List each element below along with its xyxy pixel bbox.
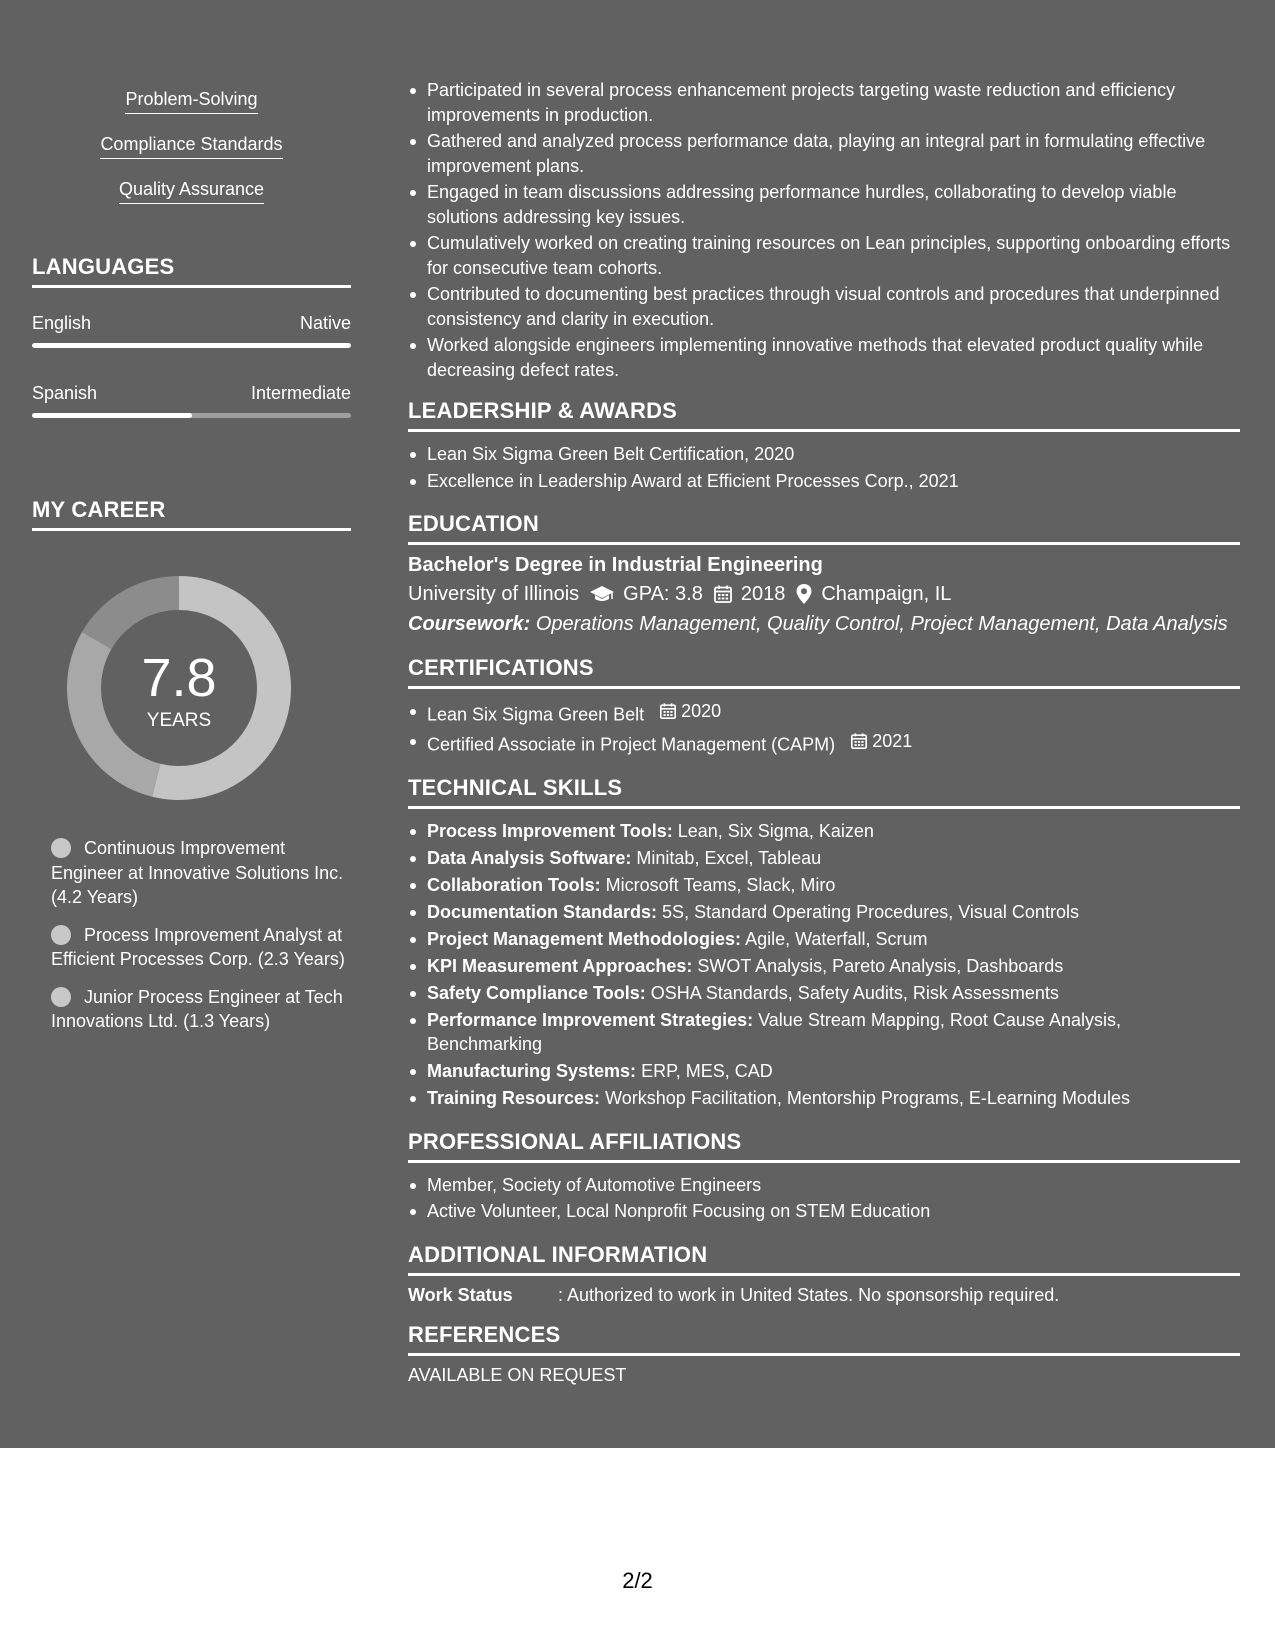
education-heading: EDUCATION	[408, 511, 1240, 545]
language-row	[32, 381, 351, 418]
technical-skill-label: KPI Measurement Approaches:	[427, 955, 693, 976]
career-list	[51, 836, 351, 1047]
language-proficiency-bar	[32, 343, 351, 348]
career-heading: MY CAREER	[32, 497, 351, 531]
career-legend-dot	[51, 925, 71, 945]
technical-skill-item	[408, 954, 1240, 979]
certifications-section	[408, 655, 1240, 757]
skill-item	[32, 131, 351, 159]
technical-skill-label: Training Resources:	[427, 1088, 601, 1108]
affiliation-item: Active Volunteer, Local Nonprofit Focusing on STEM Education	[408, 1199, 1240, 1224]
technical-skill-label: Project Management Methodologies:	[427, 928, 742, 949]
experience-bullet: Participated in several process enhancement projects targeting waste reduction and efficiency improvements in production.	[408, 78, 1240, 127]
additional-info-section	[408, 1242, 1240, 1308]
references-text: AVAILABLE ON REQUEST	[408, 1364, 627, 1385]
leadership-heading: LEADERSHIP & AWARDS	[408, 398, 1240, 432]
career-item-text: Process Improvement Analyst at Efficient Processes Corp. (2.3 Years)	[51, 924, 345, 969]
coursework-label: Coursework:	[408, 613, 531, 635]
technical-skill-value: Minitab, Excel, Tableau	[636, 847, 822, 868]
education-school: University of Illinois	[408, 583, 580, 605]
technical-skill-value: ERP, MES, CAD	[641, 1061, 773, 1081]
language-level: Intermediate	[250, 383, 351, 403]
language-name: English	[32, 313, 92, 333]
language-name: Spanish	[32, 383, 98, 403]
certification-year: 2021	[872, 730, 913, 751]
experience-bullet: Cumulatively worked on creating training resources on Lean principles, supporting onboarding efforts for consecutive team cohorts.	[408, 231, 1240, 280]
career-total-years: 7.8	[141, 648, 217, 708]
career-donut-chart	[67, 576, 291, 800]
references-section	[408, 1322, 1240, 1388]
technical-skill-item	[408, 981, 1240, 1006]
career-legend-dot	[51, 987, 71, 1007]
language-level: Native	[299, 313, 351, 333]
technical-skill-value: 5S, Standard Operating Procedures, Visual Controls	[662, 901, 1079, 922]
work-status-value: : Authorized to work in United States. No sponsorship required.	[558, 1284, 1060, 1305]
affiliations-section	[408, 1129, 1240, 1224]
technical-skill-label: Data Analysis Software:	[427, 847, 632, 868]
technical-skill-item	[408, 900, 1240, 925]
certification-name: Certified Associate in Project Management (CAPM)	[427, 734, 836, 754]
technical-skills-heading: TECHNICAL SKILLS	[408, 775, 1240, 809]
technical-skill-label: Process Improvement Tools:	[427, 820, 673, 841]
career-item	[51, 985, 351, 1034]
technical-skill-value: Agile, Waterfall, Scrum	[745, 928, 928, 949]
page-number: 2/2	[622, 1568, 653, 1593]
leadership-item: Excellence in Leadership Award at Efficient Processes Corp., 2021	[408, 469, 1240, 494]
technical-skill-value: OSHA Standards, Safety Audits, Risk Assessments	[650, 982, 1059, 1003]
language-proficiency-bar	[32, 413, 351, 418]
location-pin-icon	[795, 583, 813, 605]
left-column	[32, 0, 351, 1031]
references-heading: REFERENCES	[408, 1322, 1240, 1356]
career-item	[51, 923, 351, 972]
experience-bullets	[408, 78, 1240, 382]
technical-skill-item	[408, 1008, 1240, 1057]
experience-bullet: Worked alongside engineers implementing innovative methods that elevated product quality while decreasing defect rates.	[408, 333, 1240, 382]
technical-skill-label: Manufacturing Systems:	[427, 1061, 637, 1081]
technical-skill-value: Lean, Six Sigma, Kaizen	[677, 820, 874, 841]
education-coursework	[408, 609, 1240, 639]
skill-label: Compliance Standards	[100, 131, 282, 159]
leadership-item: Lean Six Sigma Green Belt Certification, 2020	[408, 442, 1240, 467]
technical-skill-value: Value Stream Mapping, Root Cause Analysis, Benchmarking	[427, 1009, 1121, 1054]
career-item-text: Continuous Improvement Engineer at Innovative Solutions Inc. (4.2 Years)	[51, 838, 344, 907]
affiliations-heading: PROFESSIONAL AFFILIATIONS	[408, 1129, 1240, 1163]
education-gpa: GPA: 3.8	[623, 583, 703, 605]
certification-year: 2020	[681, 701, 722, 721]
technical-skill-value: Microsoft Teams, Slack, Miro	[605, 874, 836, 895]
career-item	[51, 836, 351, 910]
calendar-icon	[659, 702, 677, 720]
technical-skill-value: SWOT Analysis, Pareto Analysis, Dashboards	[697, 955, 1064, 976]
calendar-icon	[850, 732, 868, 750]
affiliation-item: Member, Society of Automotive Engineers	[408, 1173, 1240, 1198]
certification-item	[408, 729, 1240, 757]
experience-bullet: Gathered and analyzed process performance data, playing an integral part in formulating effective improvement plans.	[408, 129, 1240, 178]
certification-item	[408, 699, 1240, 727]
education-section	[408, 511, 1240, 639]
certifications-heading: CERTIFICATIONS	[408, 655, 1240, 689]
certification-name: Lean Six Sigma Green Belt	[427, 704, 645, 725]
career-item-text: Junior Process Engineer at Tech Innovations Ltd. (1.3 Years)	[51, 986, 343, 1031]
technical-skill-item	[408, 1059, 1240, 1084]
skill-item	[32, 176, 351, 204]
skill-item	[32, 86, 351, 114]
technical-skill-item	[408, 846, 1240, 871]
career-years-unit: YEARS	[146, 710, 212, 731]
skill-label: Problem-Solving	[125, 86, 257, 114]
technical-skills-section	[408, 775, 1240, 1111]
technical-skill-item	[408, 1086, 1240, 1111]
experience-bullet: Contributed to documenting best practices through visual controls and procedures that underpinned consistency and clarity in execution.	[408, 282, 1240, 331]
skills-list	[32, 0, 351, 204]
career-legend-dot	[51, 838, 71, 858]
graduation-cap-icon	[589, 584, 615, 604]
education-year: 2018	[740, 583, 786, 605]
right-column	[408, 78, 1240, 1388]
languages-heading: LANGUAGES	[32, 254, 351, 288]
technical-skill-label: Documentation Standards:	[427, 901, 658, 922]
education-location: Champaign, IL	[821, 583, 952, 605]
coursework-list: Operations Management, Quality Control, Project Management, Data Analysis	[535, 613, 1228, 635]
leadership-section	[408, 398, 1240, 493]
language-proficiency-fill	[32, 413, 192, 418]
technical-skill-item	[408, 819, 1240, 844]
additional-info-heading: ADDITIONAL INFORMATION	[408, 1242, 1240, 1276]
work-status-label: Work Status	[408, 1284, 513, 1305]
technical-skill-value: Workshop Facilitation, Mentorship Programs, E-Learning Modules	[605, 1088, 1130, 1108]
language-proficiency-fill	[32, 343, 351, 348]
technical-skill-item	[408, 927, 1240, 952]
language-row	[32, 311, 351, 348]
technical-skill-label: Collaboration Tools:	[427, 874, 601, 895]
technical-skill-item	[408, 873, 1240, 898]
technical-skill-label: Performance Improvement Strategies:	[427, 1009, 754, 1030]
calendar-icon	[713, 584, 733, 604]
education-degree: Bachelor's Degree in Industrial Engineering	[408, 554, 823, 576]
skill-label: Quality Assurance	[119, 176, 264, 204]
experience-bullet: Engaged in team discussions addressing performance hurdles, collaborating to develop viable solutions addressing key issues.	[408, 180, 1240, 229]
technical-skill-label: Safety Compliance Tools:	[427, 982, 646, 1003]
